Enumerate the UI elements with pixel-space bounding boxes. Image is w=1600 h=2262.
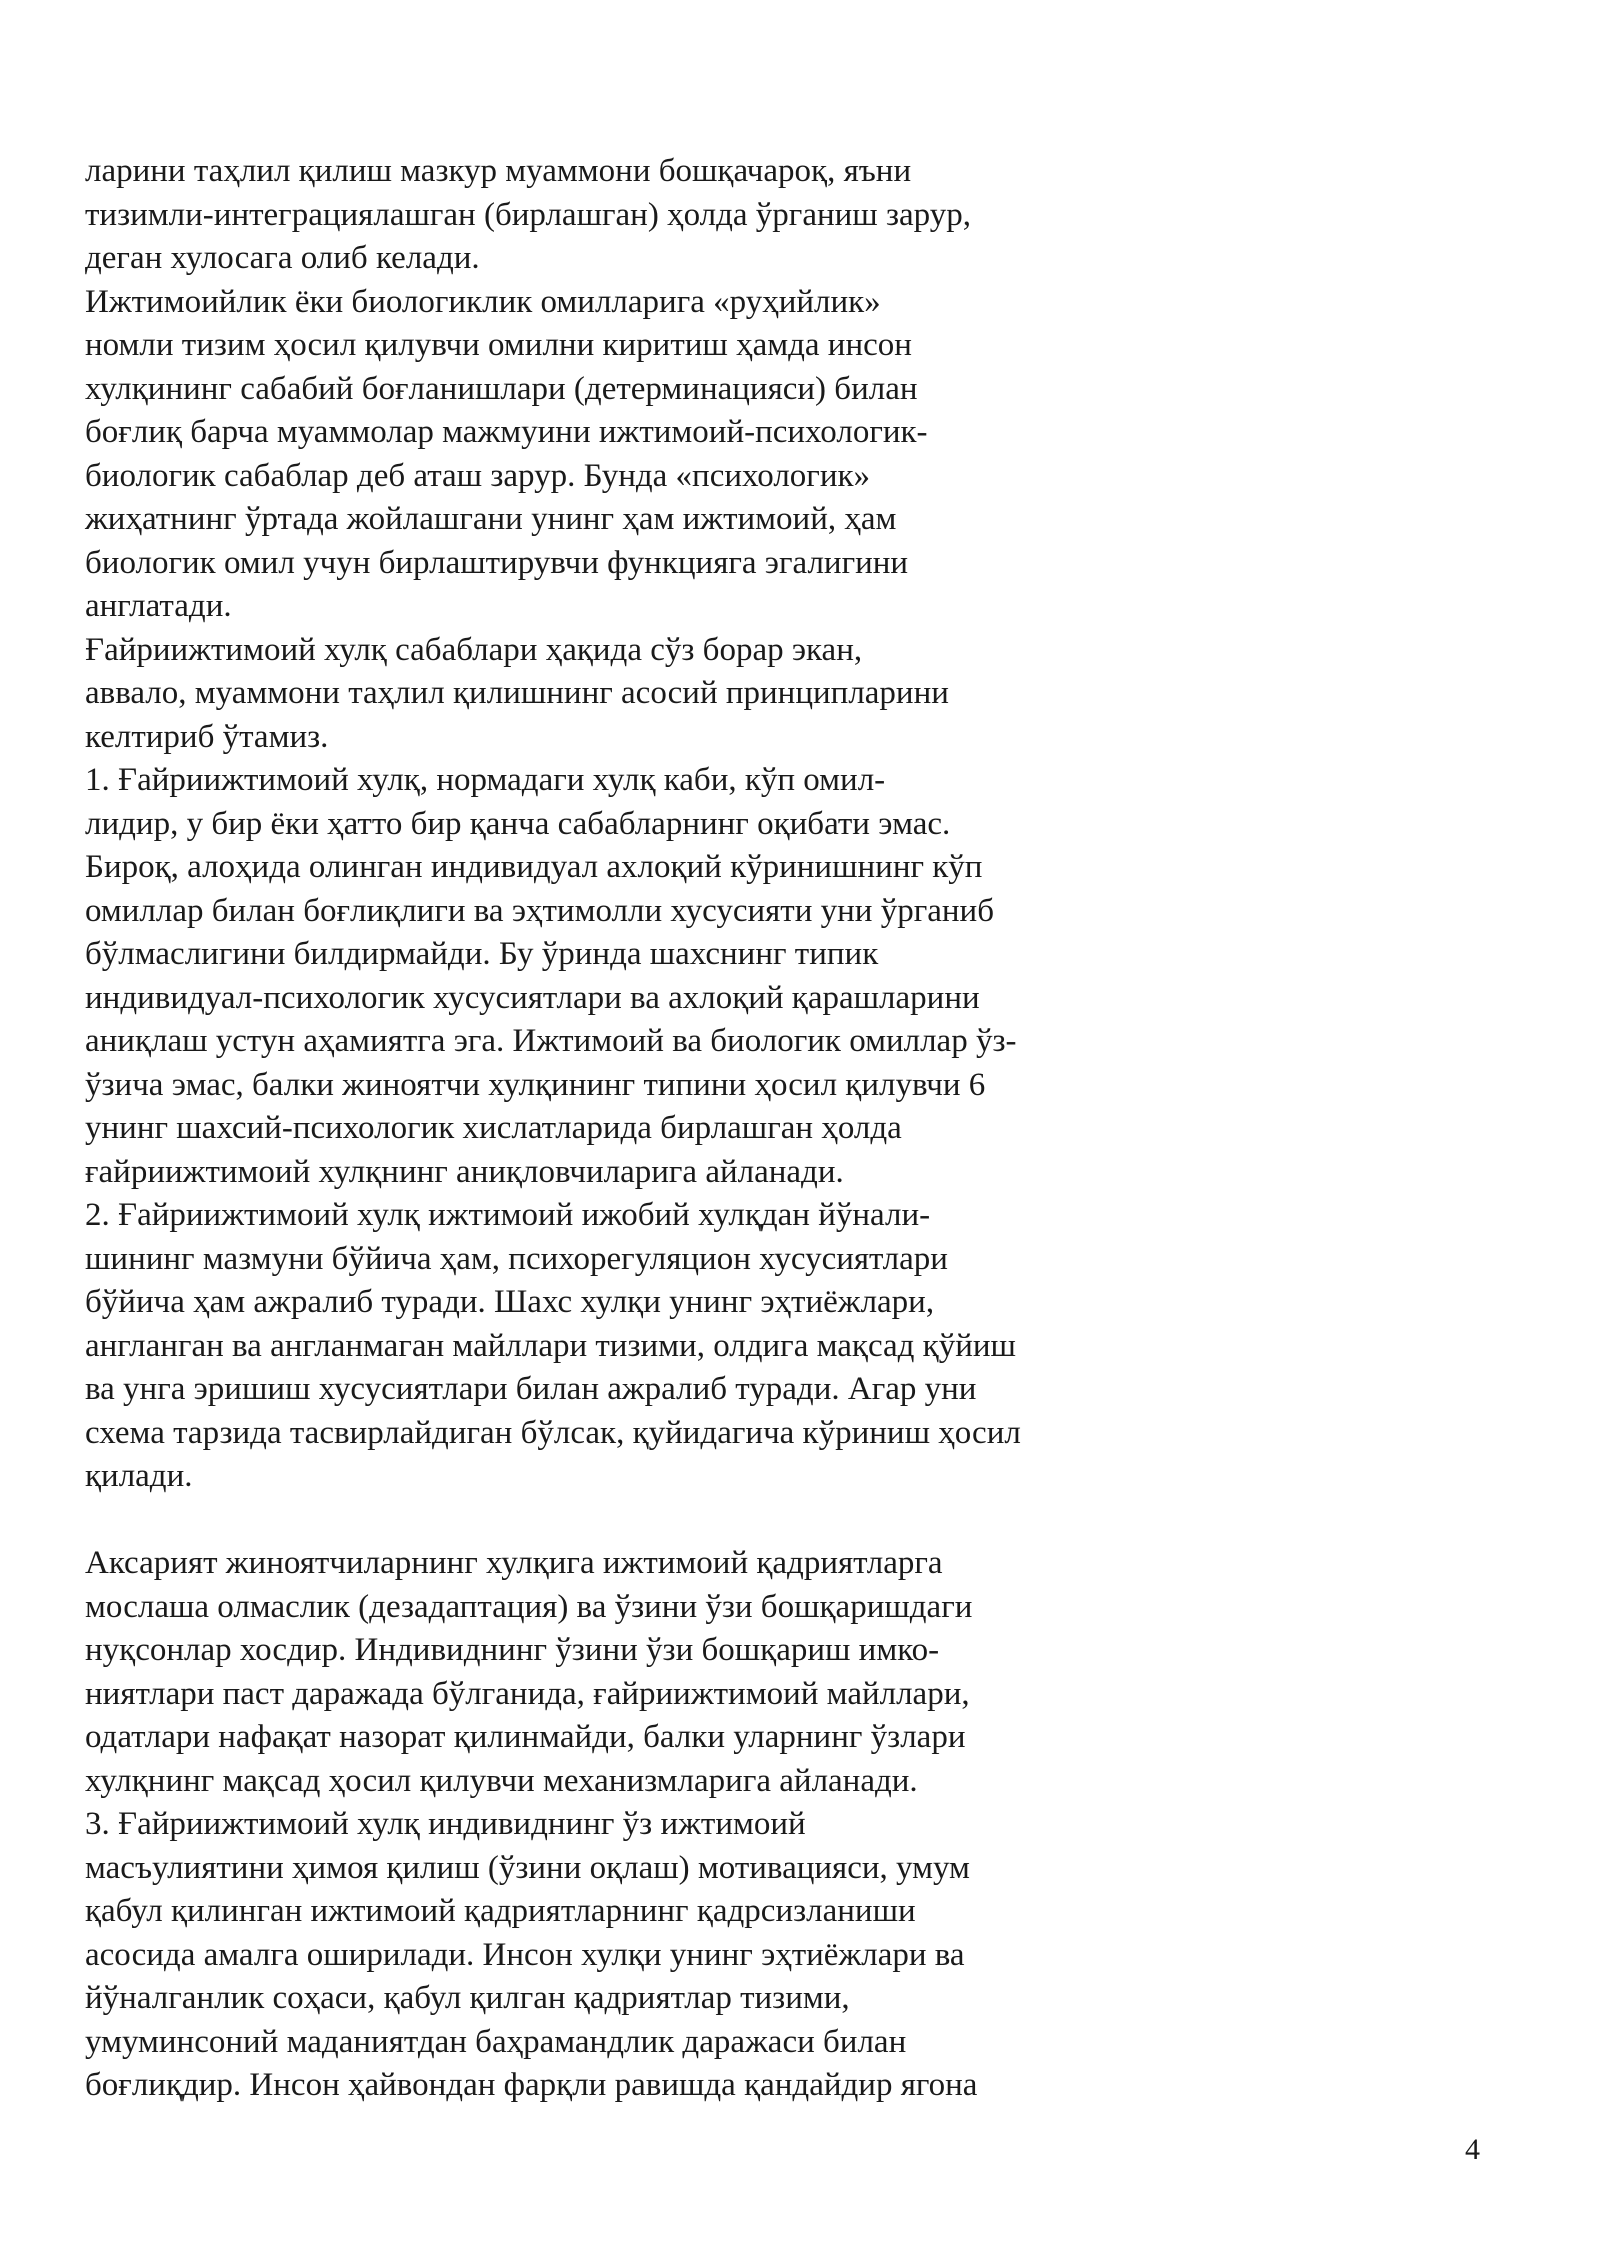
text-line: жиҳатнинг ўртада жойлашгани унинг ҳам ижтимоий, ҳам bbox=[85, 501, 897, 537]
text-line: номли тизим ҳосил қилувчи омилни киритиш ҳамда инсон bbox=[85, 327, 912, 363]
text-line: масъулиятини ҳимоя қилиш (ўзини оқлаш) мотивацияси, умум bbox=[85, 1849, 970, 1886]
text-line: индивидуал-психологик хусусиятлари ва ахлоқий қарашларини bbox=[85, 979, 980, 1016]
text-line: аввало, муаммони таҳлил қилишнинг асосий принципларини bbox=[85, 675, 949, 711]
text-line: англанган ва англанмаган майллари тизими, олдига мақсад қўйиш bbox=[85, 1327, 1016, 1364]
text-line: бўйича ҳам ажралиб туради. Шахс хулқи унинг эҳтиёжлари, bbox=[85, 1284, 935, 1320]
text-line: хулқининг сабабий боғланишлари (детерминацияси) билан bbox=[85, 370, 918, 407]
text-line: шининг мазмуни бўйича ҳам, психорегуляцион хусусиятлари bbox=[85, 1240, 948, 1277]
page-number: 4 bbox=[1465, 2133, 1480, 2166]
text-line: Аксарият жиноятчиларнинг хулқига ижтимоий қадриятларга bbox=[85, 1545, 943, 1581]
text-line: Ижтимоийлик ёки биологиклик омилларига «руҳийлик» bbox=[85, 283, 881, 320]
text-line: келтириб ўтамиз. bbox=[85, 718, 329, 755]
text-line: биологик сабаблар деб аташ зарур. Бунда «психологик» bbox=[85, 457, 871, 494]
text-line: йўналганлик соҳаси, қабул қилган қадриятлар тизими, bbox=[85, 1980, 850, 2016]
text-line: аниқлаш устун аҳамиятга эга. Ижтимоий ва биологик омиллар ўз- bbox=[85, 1023, 1017, 1059]
text-line: деган хулосага олиб келади. bbox=[85, 240, 480, 276]
text-line: омиллар билан боғлиқлиги ва эҳтимолли хусусияти уни ўрганиб bbox=[85, 892, 994, 929]
text-line: умуминсоний маданиятдан баҳрамандлик даражаси билан bbox=[85, 2023, 907, 2060]
text-line: ларини таҳлил қилиш мазкур муаммони бошқачароқ, яъни bbox=[85, 153, 912, 189]
text-line: англатади. bbox=[85, 588, 232, 624]
text-line: тизимли-интеграциялашган (бирлашган) ҳолда ўрганиш зарур, bbox=[85, 196, 971, 233]
text-line: ва унга эришиш хусусиятлари билан ажралиб туради. Агар уни bbox=[85, 1371, 977, 1407]
text-line: Бироқ, алоҳида олинган индивидуал ахлоқий кўринишнинг кўп bbox=[85, 849, 983, 885]
text-line: нуқсонлар хосдир. Индивиднинг ўзини ўзи бошқариш имко- bbox=[85, 1632, 940, 1668]
text-line: 3. Ғайриижтимоий хулқ индивиднинг ўз ижтимоий bbox=[85, 1806, 806, 1842]
text-line: мослаша олмаслик (дезадаптация) ва ўзини ўзи бошқаришдаги bbox=[85, 1588, 973, 1625]
text-line: ўзича эмас, балки жиноятчи хулқининг типини ҳосил қилувчи 6 bbox=[85, 1066, 986, 1103]
text-line: хулқнинг мақсад ҳосил қилувчи механизмларига айланади. bbox=[85, 1762, 918, 1799]
body-text bbox=[85, 150, 1225, 2108]
text-line: ғайриижтимоий хулқнинг аниқловчиларига айланади. bbox=[85, 1153, 844, 1190]
text-line: Ғайриижтимоий хулқ сабаблари ҳақида сўз борар экан, bbox=[85, 631, 863, 668]
text-line: биологик омил учун бирлаштирувчи функцияга эгалигини bbox=[85, 544, 909, 581]
text-line: бўлмаслигини билдирмайди. Бу ўринда шахснинг типик bbox=[85, 936, 879, 972]
text-line: одатлари нафақат назорат қилинмайди, балки уларнинг ўзлари bbox=[85, 1719, 966, 1755]
text-line: қабул қилинган ижтимоий қадриятларнинг қадрсизланиши bbox=[85, 1893, 916, 1929]
text-line: лидир, у бир ёки ҳатто бир қанча сабабларнинг оқибати эмас. bbox=[85, 805, 951, 842]
text-line: асосида амалга оширилади. Инсон хулқи унинг эҳтиёжлари ва bbox=[85, 1936, 965, 1973]
text-line: ниятлари паст даражада бўлганида, ғайриижтимоий майллари, bbox=[85, 1675, 970, 1712]
text-line: схема тарзида тасвирлайдиган бўлсак, қуйидагича кўриниш ҳосил bbox=[85, 1414, 1021, 1451]
text-line: унинг шахсий-психологик хислатларида бирлашган ҳолда bbox=[85, 1110, 902, 1146]
text-line: қилади. bbox=[85, 1458, 193, 1494]
text-line: 2. Ғайриижтимоий хулқ ижтимоий ижобий хулқдан йўнали- bbox=[85, 1197, 931, 1233]
text-line: боғлиқ барча муаммолар мажмуини ижтимоий-психологик- bbox=[85, 414, 928, 450]
text-line: боғлиқдир. Инсон ҳайвондан фарқли равишда қандайдир ягона bbox=[85, 2067, 978, 2103]
text-line: 1. Ғайриижтимоий хулқ, нормадаги хулқ каби, кўп омил- bbox=[85, 762, 886, 798]
blank-line bbox=[85, 1499, 1225, 1543]
